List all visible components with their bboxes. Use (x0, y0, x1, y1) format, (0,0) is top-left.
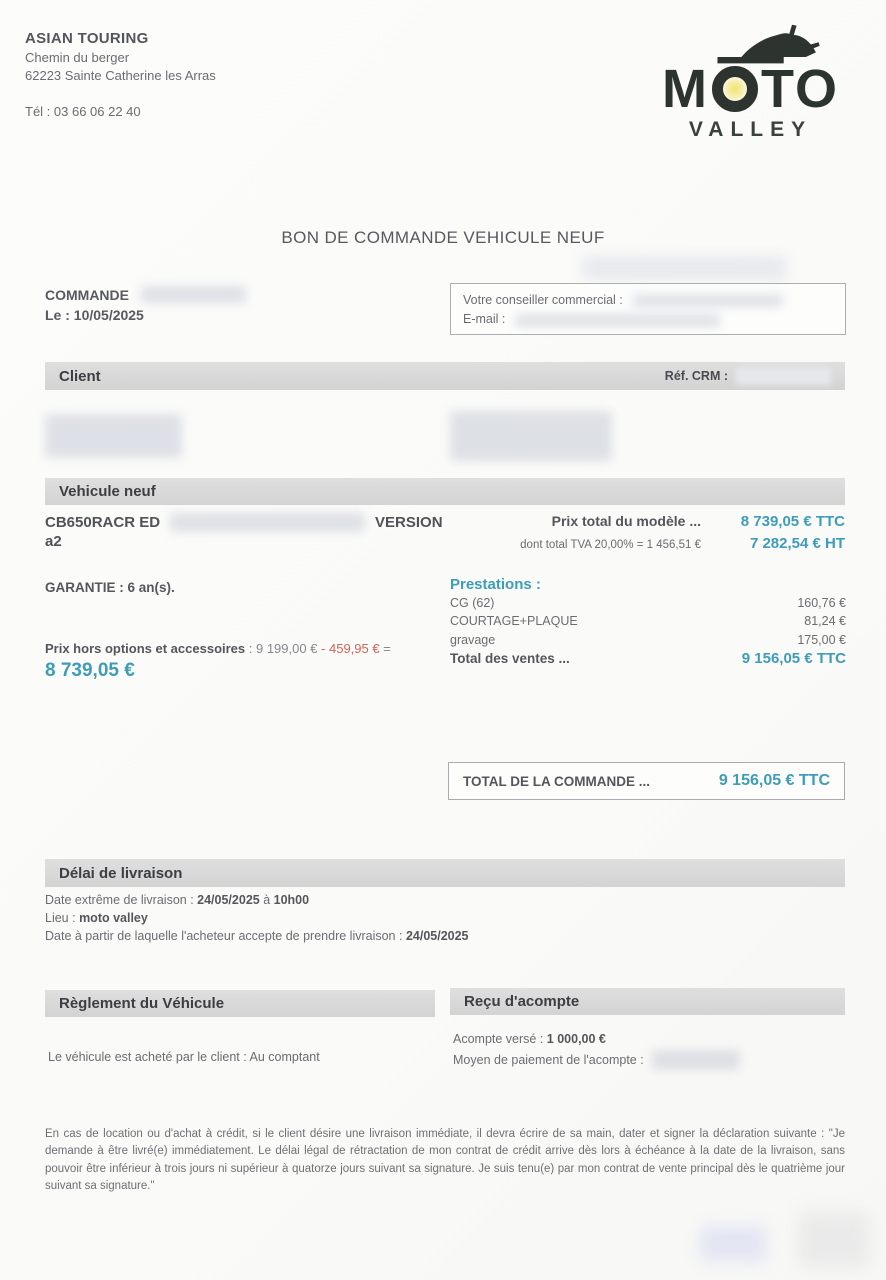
pho-colon: : (245, 641, 256, 656)
prestation-label: gravage (450, 632, 496, 647)
prestation-value: 160,76 € (797, 596, 846, 610)
payment-method-line: Le véhicule est acheté par le client : Au comptant (48, 1050, 320, 1064)
deposit-amount-line (453, 1032, 740, 1046)
pho-equals: = (383, 641, 391, 656)
vehicle-section-title: Vehicule neuf (59, 483, 156, 500)
client-section-bar (45, 362, 845, 390)
redacted-model-detail (170, 513, 365, 532)
crm-ref-label: Réf. CRM : (664, 369, 728, 383)
delivery-place-value: moto valley (79, 911, 148, 925)
advisor-box (450, 283, 846, 335)
price-tva-row (445, 535, 845, 552)
advisor-email-label: E-mail : (463, 312, 506, 327)
pho-base-price: 9 199,00 € (255, 641, 322, 656)
delivery-accept-label: Date à partir de laquelle l'acheteur accepte de prendre livraison : (45, 929, 406, 943)
vehicle-model-line2: a2 (45, 533, 62, 550)
vehicle-model-line (45, 513, 445, 532)
delivery-accept-value: 24/05/2025 (405, 929, 469, 943)
total-ventes-value: 9 156,05 € TTC (741, 649, 846, 667)
prestation-row (450, 613, 846, 629)
deposit-details (453, 1032, 740, 1070)
vehicle-section-bar (45, 478, 845, 505)
client-section-title: Client (59, 367, 101, 385)
price-total-label: Prix total du modèle ... (551, 513, 701, 529)
prestation-row (450, 632, 846, 648)
dealer-address-line1: Chemin du berger (25, 50, 130, 65)
legal-paragraph: En cas de location ou d'achat à crédit, si le client désire une livraison immédiate, il devra écrire de sa main, dater et signer la déclaration suivante : "Je demande à être livré(e) immédiatement. Le délai légal de rétractation de mon contrat de crédit arrive dès lors à échéance à la date de la livraison, sans pouvoir être inférieur à trois jours ni supérieur à quatorze jours suivant sa signature. Je suis tenu(e) par mon contrat de vente principal dès le quatrième jour suivant sa signature." (45, 1128, 845, 1192)
logo-headlight-o-icon (712, 66, 758, 112)
logo-word-valley: VALLEY (688, 118, 813, 141)
deposit-method-line (453, 1050, 740, 1070)
deposit-method-label: Moyen de paiement de l'acompte : (453, 1053, 644, 1067)
delivery-date-value: 24/05/2025 (197, 893, 260, 907)
delivery-section-title: Délai de livraison (59, 864, 183, 882)
delivery-place-line (45, 911, 469, 925)
redacted-stamp (700, 1226, 766, 1262)
dealer-header (25, 30, 216, 83)
vehicle-version-label: VERSION (375, 514, 443, 531)
price-hors-options-block (45, 641, 391, 682)
prestation-label: COURTAGE+PLAQUE (450, 614, 578, 629)
redacted-deposit-method (652, 1050, 740, 1070)
pho-result: 8 739,05 € (45, 660, 135, 681)
pho-discount: - 459,95 € (321, 641, 384, 656)
order-label: COMMANDE (45, 286, 129, 303)
prestation-label: CG (62) (450, 596, 495, 610)
prestation-row (450, 595, 846, 611)
delivery-time-value: 10h00 (273, 893, 310, 907)
delivery-date-line (45, 893, 469, 907)
pho-label: Prix hors options et accessoires (45, 641, 246, 656)
delivery-at: à (259, 893, 274, 907)
logo-letters-to: TO (760, 59, 839, 119)
redacted-text (582, 256, 787, 280)
dealer-address-line2: 62223 Sainte Catherine les Arras (25, 68, 216, 83)
prestation-value: 175,00 € (797, 632, 846, 647)
dealer-name: ASIAN TOURING (25, 30, 149, 47)
logo-letter-m: M (662, 59, 709, 119)
document-title: BON DE COMMANDE VEHICULE NEUF (281, 228, 605, 247)
warranty-line: GARANTIE : 6 an(s). (45, 580, 175, 595)
order-date: Le : 10/05/2025 (45, 307, 144, 323)
redacted-client-name (45, 414, 182, 458)
redacted-client-address (450, 411, 612, 461)
price-total-row (445, 513, 845, 530)
redacted-signature (798, 1212, 870, 1268)
delivery-details (45, 893, 469, 943)
order-block (45, 286, 246, 323)
price-total-ttc: 8 739,05 € TTC (740, 513, 845, 530)
order-total-label: TOTAL DE LA COMMANDE ... (463, 773, 650, 789)
total-ventes-label: Total des ventes ... (450, 650, 570, 666)
order-total-value: 9 156,05 € TTC (718, 772, 830, 789)
deposit-amount-value: 1 000,00 € (546, 1032, 606, 1046)
payment-section-bar (45, 990, 435, 1017)
delivery-place-label: Lieu : (45, 911, 80, 925)
prestation-value: 81,24 € (804, 614, 846, 629)
redacted-crm-ref (736, 367, 831, 385)
delivery-date-label: Date extrême de livraison : (45, 893, 198, 907)
vehicle-model-code: CB650RACR ED (45, 514, 161, 531)
tva-detail: dont total TVA 20,00% = 1 456,51 € (520, 539, 701, 551)
redacted-advisor-name (633, 294, 783, 307)
price-total-ht: 7 282,54 € HT (749, 535, 845, 552)
prestations-title: Prestations : (450, 576, 541, 593)
deposit-section-bar (450, 988, 845, 1015)
delivery-accept-line (45, 929, 469, 943)
redacted-order-number (141, 286, 246, 303)
order-total-box (448, 762, 845, 800)
payment-section-title: Règlement du Véhicule (59, 995, 225, 1012)
deposit-section-title: Reçu d'acompte (464, 993, 580, 1010)
moto-valley-logo (643, 22, 858, 142)
advisor-label: Votre conseiller commercial : (463, 293, 623, 307)
redacted-advisor-email (515, 314, 720, 327)
delivery-section-bar (45, 859, 845, 887)
deposit-amount-label: Acompte versé : (453, 1032, 547, 1046)
total-ventes-row (450, 650, 846, 667)
prestations-block (450, 576, 846, 667)
logo-word-moto (643, 59, 858, 119)
dealer-phone: Tél : 03 66 06 22 40 (25, 104, 141, 119)
